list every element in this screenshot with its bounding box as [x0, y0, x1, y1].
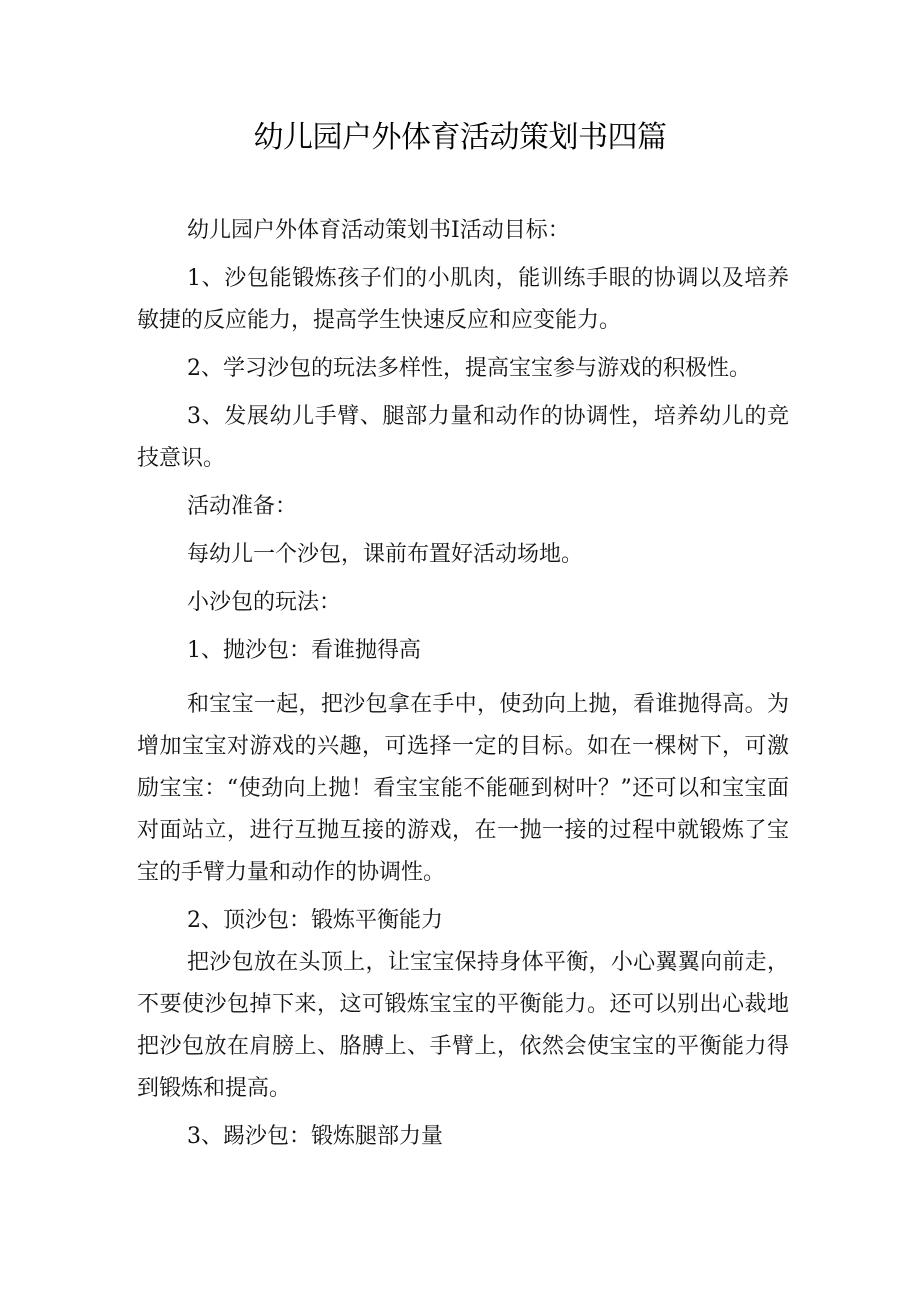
- paragraph-preparation-heading: 活动准备：: [187, 494, 298, 519]
- paragraph-method-3-heading: 3、踢沙包：锻炼腿部力量: [187, 1124, 443, 1149]
- paragraph-method-2-body: 把沙包放在头顶上，让宝宝保持身体平衡，小心翼翼向前走，不要使沙包掉下来，这可锻炼宝宝的平衡能力。还可以别出心裁地把沙包放在肩膀上、胳膊上、手臂上，依然会使宝宝的平衡能力得到锻炼和提高。: [137, 950, 789, 1101]
- document-title: 幼儿园户外体育活动策划书四篇: [253, 120, 667, 155]
- paragraph-methods-heading: 小沙包的玩法：: [187, 590, 342, 615]
- paragraph-method-2-heading: 2、顶沙包：锻炼平衡能力: [187, 908, 443, 933]
- paragraph-objective-3: 3、发展幼儿手臂、腿部力量和动作的协调性，培养幼儿的竞技意识。: [137, 404, 789, 471]
- document-body: [137, 210, 789, 1158]
- paragraph-method-1-body: 和宝宝一起，把沙包拿在手中，使劲向上抛，看谁抛得高。为增加宝宝对游戏的兴趣，可选择一定的目标。如在一棵树下，可激励宝宝：“使劲向上抛！看宝宝能不能砸到树叶？”还可以和宝宝面对面站立，进行互抛互接的游戏，在一抛一接的过程中就锻炼了宝宝的手臂力量和动作的协调性。: [137, 692, 789, 885]
- paragraph-objective-1: 1、沙包能锻炼孩子们的小肌肉，能训练手眼的协调以及培养敏捷的反应能力，提高学生快速反应和应变能力。: [137, 266, 789, 333]
- paragraph-method-1-heading: 1、抛沙包：看谁抛得高: [187, 638, 421, 663]
- paragraph-objective-2: 2、学习沙包的玩法多样性，提高宝宝参与游戏的积极性。: [187, 356, 751, 381]
- paragraph-objectives-heading: 幼儿园户外体育活动策划书I活动目标：: [187, 218, 570, 243]
- paragraph-preparation: 每幼儿一个沙包，课前布置好活动场地。: [187, 542, 584, 567]
